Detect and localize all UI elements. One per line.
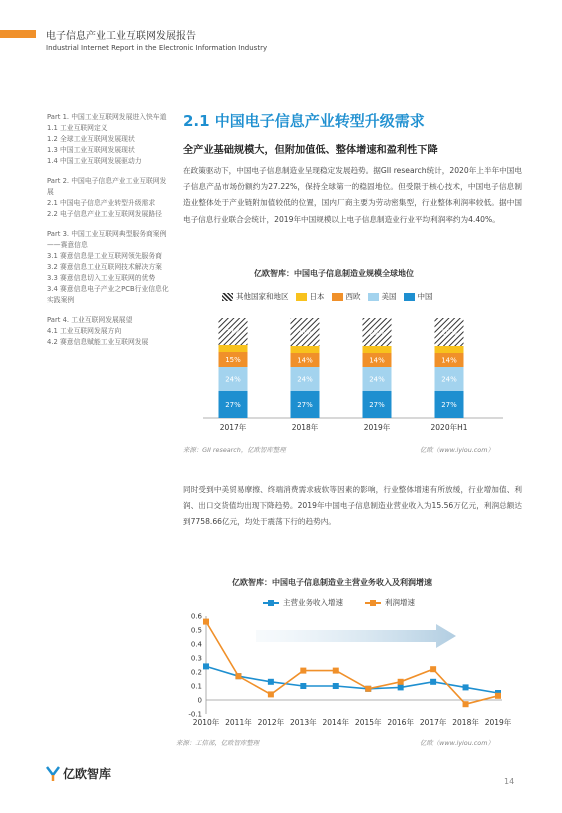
y-tick-label: 0.2: [190, 668, 202, 677]
toc-group: [47, 315, 169, 348]
x-tick-label: 2016年: [387, 718, 414, 727]
legend-swatch: [368, 293, 379, 301]
chart2-line-chart: [176, 606, 516, 728]
x-tick-label: 2018年: [452, 718, 479, 727]
toc-item[interactable]: 4.1 工业互联网发展方向: [47, 327, 122, 335]
footer-logo: [46, 765, 111, 782]
legend-swatch: [222, 293, 233, 301]
toc-item[interactable]: 2.2 电子信息产业工业互联网发展路径: [47, 210, 162, 218]
toc-item[interactable]: Part 3. 中国工业互联网典型服务商案例——赛意信息: [47, 230, 167, 249]
legend-label: 日本: [309, 292, 325, 301]
legend-label: 利润增速: [385, 598, 415, 607]
y-tick-label: 0: [197, 696, 202, 705]
bar-segment: [363, 346, 392, 353]
section-subheading: 全产业基础规模大，但附加值低、整体增速和盈利性下降: [183, 145, 438, 156]
data-label: 24%: [225, 375, 241, 384]
data-label: 14%: [369, 356, 385, 365]
legend-label: 美国: [381, 292, 397, 301]
toc-item[interactable]: Part 4. 工业互联网发展展望: [47, 316, 133, 324]
legend-item: [404, 291, 433, 302]
x-tick-label: 2017年: [219, 423, 247, 432]
data-label: 27%: [225, 328, 241, 336]
report-title: 电子信息产业工业互联网发展报告: [46, 31, 196, 42]
x-tick-label: 2019年: [484, 718, 512, 727]
y-tick-label: 0.4: [190, 640, 202, 649]
data-point: [430, 679, 436, 685]
data-point: [495, 693, 501, 699]
data-label: 24%: [297, 375, 313, 384]
toc-item[interactable]: 1.2 全球工业互联网发展现状: [47, 135, 135, 143]
data-point: [398, 684, 404, 690]
toc-group: [47, 229, 169, 306]
chart1-source-site: 亿欧（www.iyiou.com）: [420, 446, 494, 454]
chart1-legend: [222, 291, 440, 302]
x-tick-label: 2020年H1: [430, 423, 468, 432]
y-tick-label: 0.6: [190, 612, 202, 621]
x-tick-label: 2010年: [192, 718, 220, 727]
toc-item[interactable]: 1.1 工业互联网定义: [47, 124, 108, 132]
toc-group: [47, 176, 169, 220]
data-label: 14%: [441, 356, 457, 365]
x-tick-label: 2015年: [354, 718, 382, 727]
x-tick-label: 2012年: [257, 718, 285, 727]
chart2-source: 来源：工信部，亿欧智库整理: [176, 739, 260, 747]
data-label: 15%: [225, 356, 241, 364]
x-tick-label: 2019年: [363, 423, 391, 432]
y-tick-label: 0.3: [190, 654, 202, 663]
legend-label: 西欧: [345, 292, 361, 301]
data-label: 24%: [369, 375, 385, 384]
data-label: 28%: [441, 328, 457, 337]
y-tick-label: -0.1: [188, 710, 202, 719]
y-tick-label: 0.1: [190, 682, 202, 691]
data-label: 27%: [441, 401, 457, 409]
legend-label: 其他国家和地区: [236, 292, 289, 301]
chart2-title-prefix: 亿欧智库：: [232, 578, 272, 587]
data-point: [463, 701, 469, 707]
legend-item: [296, 291, 325, 302]
table-of-contents: [47, 112, 169, 357]
toc-group: [47, 112, 169, 167]
data-point: [268, 691, 274, 697]
header-accent-bar: [0, 30, 36, 38]
data-point: [268, 679, 274, 685]
yiou-logo-icon: [46, 766, 60, 782]
legend-label: 主营业务收入增速: [283, 598, 343, 607]
section-title: 2.1 中国电子信息产业转型升级需求: [183, 112, 425, 130]
chart1-title: [254, 268, 414, 279]
data-point: [365, 686, 371, 692]
legend-item: [222, 291, 289, 302]
toc-item[interactable]: 3.3 赛意信息切入工业互联网的优势: [47, 274, 156, 282]
x-tick-label: 2011年: [225, 718, 252, 727]
chart2-title: [232, 577, 432, 588]
body-paragraph-1: 在政策驱动下，中国电子信息制造业呈现稳定发展趋势。据GII research统计，2020年上半年中国电子信息产品市场份额约为27.22%，保持全球第一的稳固地位。但受限于核心技术，中国电子信息制造业整体处于产业链附加值较低的位置，国内厂商主要为劳动密集型，行业整体利润率较低。据中国电子信息行业联合会统计，2019年中国规模以上电子信息制造业行业平均利润率约为4.40%。: [183, 166, 522, 224]
data-label: 14%: [297, 356, 313, 365]
toc-item[interactable]: Part 2. 中国电子信息产业工业互联网发展: [47, 177, 167, 196]
data-label: 27%: [369, 401, 385, 409]
data-point: [235, 673, 241, 679]
data-point: [300, 668, 306, 674]
y-tick-label: 0.5: [190, 626, 202, 635]
toc-item[interactable]: 3.1 赛意信息是工业互联网领先服务商: [47, 252, 162, 260]
data-point: [463, 684, 469, 690]
chart2-title-text: 中国电子信息制造业主营业务收入及利润增速: [272, 578, 432, 587]
toc-item[interactable]: 2.1 中国电子信息产业转型升级需求: [47, 199, 156, 207]
legend-marker: [370, 600, 376, 606]
bar-segment: [291, 346, 320, 353]
chart1-title-text: 中国电子信息制造业规模全球地位: [294, 269, 414, 278]
bar-segment: [219, 345, 248, 352]
report-subtitle: Industrial Internet Report in the Electronic Information Industry: [46, 44, 268, 52]
body-paragraph-2: 同时受到中美贸易摩擦、终端消费需求疲软等因素的影响，行业整体增速有所放缓，行业增加值、利润、出口交货值均出现下降趋势。2019年中国电子信息制造业营业收入为15.56万亿元，利润总额达到7758.66亿元，均处于震荡下行的趋势内。: [183, 485, 522, 527]
legend-line-swatch: [365, 602, 381, 604]
data-label: 28%: [369, 328, 385, 337]
legend-line-swatch: [263, 602, 279, 604]
footer-logo-text: 亿欧智库: [63, 767, 112, 781]
bar-segment: [435, 346, 464, 353]
legend-item: [332, 291, 361, 302]
toc-item[interactable]: 3.4 赛意信息电子产业之PCB行业信息化实践案例: [47, 285, 169, 304]
legend-item: [368, 291, 397, 302]
data-point: [203, 663, 209, 669]
data-point: [430, 666, 436, 672]
chart1-source: 来源：GII research，亿欧智库整理: [183, 446, 286, 454]
legend-swatch: [404, 293, 415, 301]
chart2-source-site: 亿欧（www.iyiou.com）: [420, 739, 494, 747]
page-number: 14: [504, 777, 515, 786]
x-tick-label: 2014年: [322, 718, 350, 727]
x-tick-label: 2017年: [419, 718, 447, 727]
x-tick-label: 2013年: [290, 718, 317, 727]
chart1-title-prefix: 亿欧智库：: [254, 269, 294, 278]
legend-swatch: [296, 293, 307, 301]
toc-item[interactable]: Part 1. 中国工业互联网发展进入快车道: [47, 113, 167, 121]
data-label: 28%: [297, 328, 313, 337]
data-point: [398, 679, 404, 685]
data-point: [203, 619, 209, 625]
data-label: 27%: [225, 401, 241, 409]
toc-item[interactable]: 1.3 中国工业互联网发展现状: [47, 146, 135, 154]
x-tick-label: 2018年: [291, 423, 319, 432]
toc-item[interactable]: 3.2 赛意信息工业互联网技术解决方案: [47, 263, 162, 271]
data-point: [333, 668, 339, 674]
legend-swatch: [332, 293, 343, 301]
toc-item[interactable]: 4.2 赛意信息赋能工业互联网发展: [47, 338, 149, 346]
legend-label: 中国: [417, 292, 433, 301]
chart1-stacked-bar: [183, 306, 523, 441]
legend-marker: [268, 600, 274, 606]
data-point: [300, 683, 306, 689]
trend-arrow: [256, 624, 456, 648]
data-label: 24%: [441, 375, 457, 384]
data-point: [333, 683, 339, 689]
toc-item[interactable]: 1.4 中国工业互联网发展驱动力: [47, 157, 142, 165]
data-label: 27%: [297, 401, 313, 409]
